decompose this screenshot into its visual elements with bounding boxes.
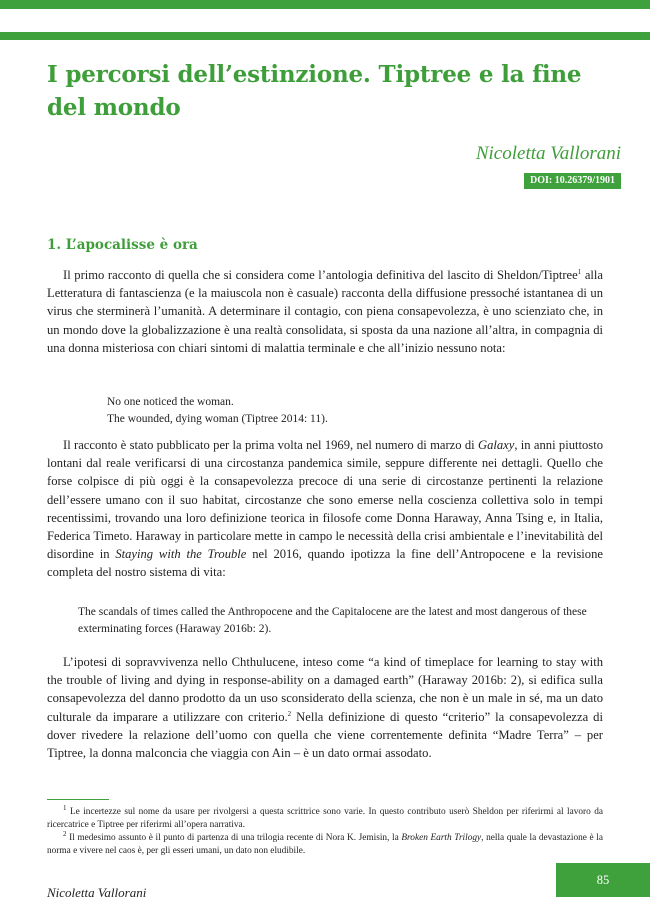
footnote-ref-2[interactable]: 2 — [287, 709, 292, 718]
article-title: I percorsi dell’estinzione. Tiptree e la fine del mondo — [47, 61, 582, 121]
book-title: Staying with the Trouble — [115, 547, 247, 562]
footnote-separator — [47, 799, 109, 800]
block-quote-1 — [107, 394, 328, 428]
footer-author: Nicoletta Vallorani — [47, 885, 147, 900]
block-quote-2: The scandals of times called the Anthropocene and the Capitalocene are the latest and most dangerous of these exterminating forces (Haraway 2016b: 2). — [78, 606, 587, 635]
article-author: Nicoletta Vallorani — [475, 143, 621, 164]
footnote-2: $^2$ Il medesimo assunto è il punto di partenza di una trilogia recente di Nora K. Jemisin, la Broken Earth Trilogy, nella quale la devastazione è la norma e vivere nel caos è, per gli esseri umani, un dato non eludibile. — [47, 829, 603, 856]
paragraph-2: Il racconto è stato pubblicato per la prima volta nel 1969, nel numero di marzo di Galaxy, in anni piuttosto lontani dal reale verificarsi di una circostanza pandemica simile, seppure differente nei dettagli. Quello che forse colpisce di più oggi è la consapevolezza precoce di una serie di circostanze pertinenti la relazione dell’essere umano con il suo habitat, circostanze che sono emerse nella coscienza collettiva solo in tempi recentissimi, trovando una loro definizione teorica in filosofe come Donna Haraway, Anna Tsing e, in Italia, Federica Timeto. Haraway in particolare mette in campo le necessità della crisi ambientale e l’inevitabilità del disordine in Staying with the Trouble nel 2016, quando ipotizza la fine dell’Antropocene e la revisione completa del nostro sistema di vita: — [47, 438, 603, 580]
section-heading: 1. L’apocalisse è ora — [47, 237, 198, 253]
doi-badge[interactable]: DOI: 10.26379/1901 — [524, 173, 621, 189]
paragraph-1: Il primo racconto di quella che si considera come l’antologia definitiva del lascito di Sheldon/Tiptree$^1$ alla Letteratura di fantascienza (e la maiuscola non è casuale) racconta della diffusione pressoché istantanea di un virus che sterminerà l’umanità. A determinare il contagio, con piena consapevolezza, è uno scienziato che, in un mondo dove la globalizzazione è una realtà consolidata, si sposta da una nazione all’altra, in compagnia di una donna misteriosa con chiari sintomi di malattia terminale e che all’inizio nessuno nota: — [47, 267, 604, 355]
page-number: 85 — [556, 863, 650, 897]
footnote-1: $^1$ Le incertezze sul nome da usare per rivolgersi a questa scrittrice sono varie. In questo contributo userò Sheldon per riferirmi al lavoro da ricercatrice e Tiptree per riferirmi all’opera narrativa. — [47, 803, 603, 830]
quote-line: The wounded, dying woman (Tiptree 2014: 11). — [107, 413, 328, 425]
quote-line: No one noticed the woman. — [107, 396, 234, 408]
journal-title: Galaxy — [477, 438, 515, 452]
top-accent-bar — [0, 0, 650, 9]
paragraph-3: L’ipotesi di sopravvivenza nello Chthulucene, inteso come “a kind of timeplace for learning to stay with the trouble of living and dying in response-ability on a damaged earth” (Haraway 2016b: 2), si edifica sulla consapevolezza del danno prodotto da un uso sconsiderato della scienza, che non è un male in sé, ma un dato culturale da imparare a utilizzare con criterio.$^2$ Nella definizione di questo “criterio” la consapevolezza di dover rivedere la relazione dell’uomo con quella che viene correntemente definita “Madre Terra” – per Tiptree, la donna malconcia che viaggia con Ain – è un dato ormai assodato. — [47, 655, 603, 761]
footnote-ref-1[interactable]: 1 — [577, 267, 582, 276]
header-accent-bar — [0, 32, 650, 40]
